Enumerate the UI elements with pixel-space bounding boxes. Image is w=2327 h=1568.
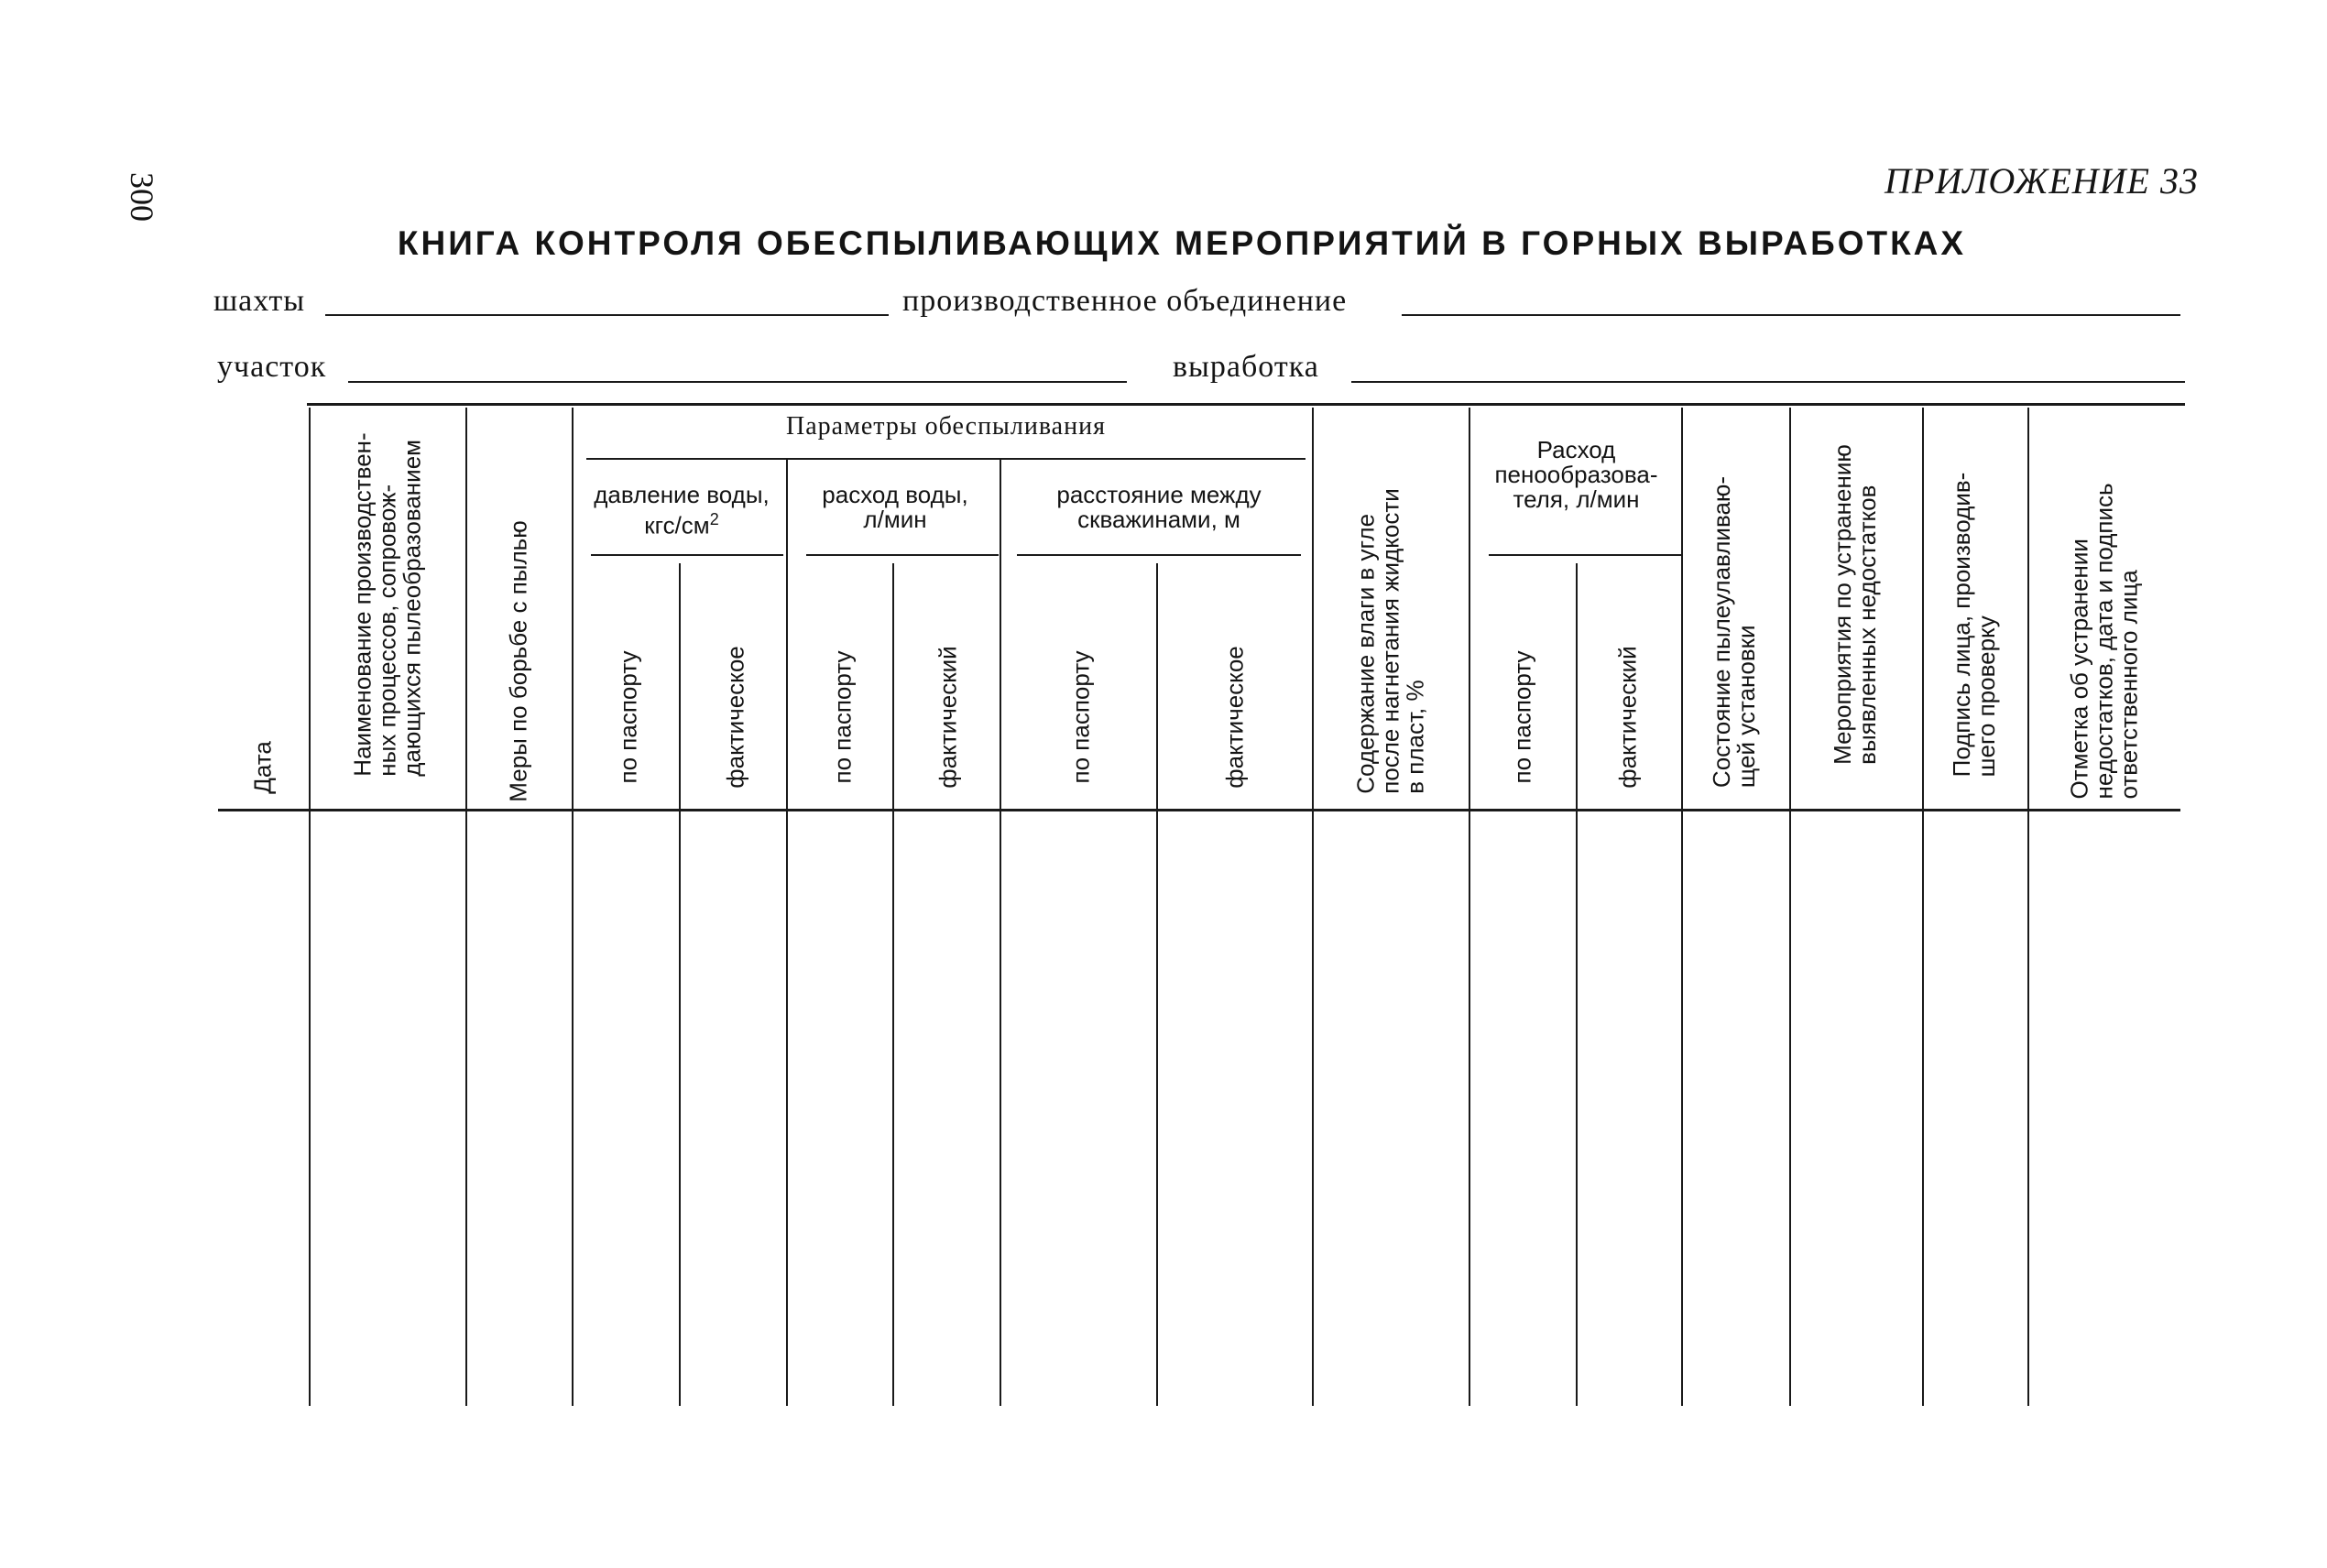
params-underline: [586, 458, 1306, 460]
distance-underline: [1017, 554, 1301, 556]
mine-label: шахты: [213, 284, 306, 318]
header-bottom-line: [218, 809, 2180, 811]
col-dust-measures: Меры по борьбе с пылью: [504, 520, 532, 802]
col-flow-passport: по паспорту: [828, 650, 857, 784]
pressure-header: давление воды, кгс/$см^2$: [594, 481, 770, 539]
col-dust-unit-state: Состояние пылеулавливаю- щей установки: [1708, 475, 1760, 789]
page-title: КНИГА КОНТРОЛЯ ОБЕСПЫЛИВАЮЩИХ МЕРОПРИЯТИЙ В ГОРНЫХ ВЫРАБОТКАХ: [397, 224, 1967, 262]
section-label: участок: [217, 350, 327, 384]
col-foam-passport: по паспорту: [1508, 650, 1536, 784]
col-distance-actual: фактическое: [1220, 646, 1249, 789]
flow-underline: [806, 554, 999, 556]
working-line: [1351, 381, 2185, 383]
col-sep: [1469, 408, 1470, 1406]
params-header: Параметры обеспыливания: [786, 412, 1106, 441]
col-sep: [309, 408, 311, 1406]
col-sep: [572, 408, 574, 1406]
col-sep: [1576, 563, 1578, 1406]
association-line: [1402, 314, 2180, 316]
col-sep: [1000, 458, 1001, 1406]
col-sep: [1922, 408, 1924, 1406]
col-elimination-note: Отметка об устранении недостатков, дата и подпись ответственного лица: [2065, 483, 2143, 800]
distance-header: расстояние между скважинами, м: [1056, 481, 1262, 533]
col-sep: [465, 408, 467, 1406]
col-sep: [786, 458, 788, 1406]
pressure-underline: [591, 554, 783, 556]
col-remedy-measures: Мероприятия по устранению выявленных недостатков: [1829, 444, 1881, 765]
col-process-name: Наименование производствен- ных процессов, сопровож- дающихся пылеобразованием: [348, 432, 426, 777]
col-pressure-actual: фактическое: [721, 646, 749, 789]
section-line: [348, 381, 1127, 383]
col-sep: [1312, 408, 1314, 1406]
working-label: выработка: [1173, 350, 1319, 384]
flow-header: расход воды, л/мин: [822, 481, 968, 533]
mine-line: [325, 314, 889, 316]
foam-underline: [1489, 554, 1681, 556]
col-date: Дата: [248, 741, 277, 794]
association-label: производственное объединение: [902, 284, 1348, 318]
col-foam-actual: фактический: [1613, 646, 1642, 789]
col-sep: [2027, 408, 2029, 1406]
col-inspector-signature: Подпись лица, производив- шего проверку: [1948, 472, 2000, 778]
col-sep: [1789, 408, 1791, 1406]
col-flow-actual: фактический: [934, 646, 962, 789]
col-sep: [679, 563, 681, 1406]
page-number: 300: [124, 172, 160, 222]
col-pressure-passport: по паспорту: [614, 650, 642, 784]
table-top-line: [307, 403, 2185, 406]
appendix-label: ПРИЛОЖЕНИЕ 33: [1885, 160, 2199, 201]
col-sep: [892, 563, 894, 1406]
col-distance-passport: по паспорту: [1066, 650, 1095, 784]
foam-header: Расход пенообразова- теля, л/мин: [1494, 436, 1658, 513]
col-sep: [1681, 408, 1683, 1406]
col-sep: [1156, 563, 1158, 1406]
col-moisture: Содержание влаги в угле после нагнетания жидкости в пласт, %: [1351, 488, 1429, 794]
